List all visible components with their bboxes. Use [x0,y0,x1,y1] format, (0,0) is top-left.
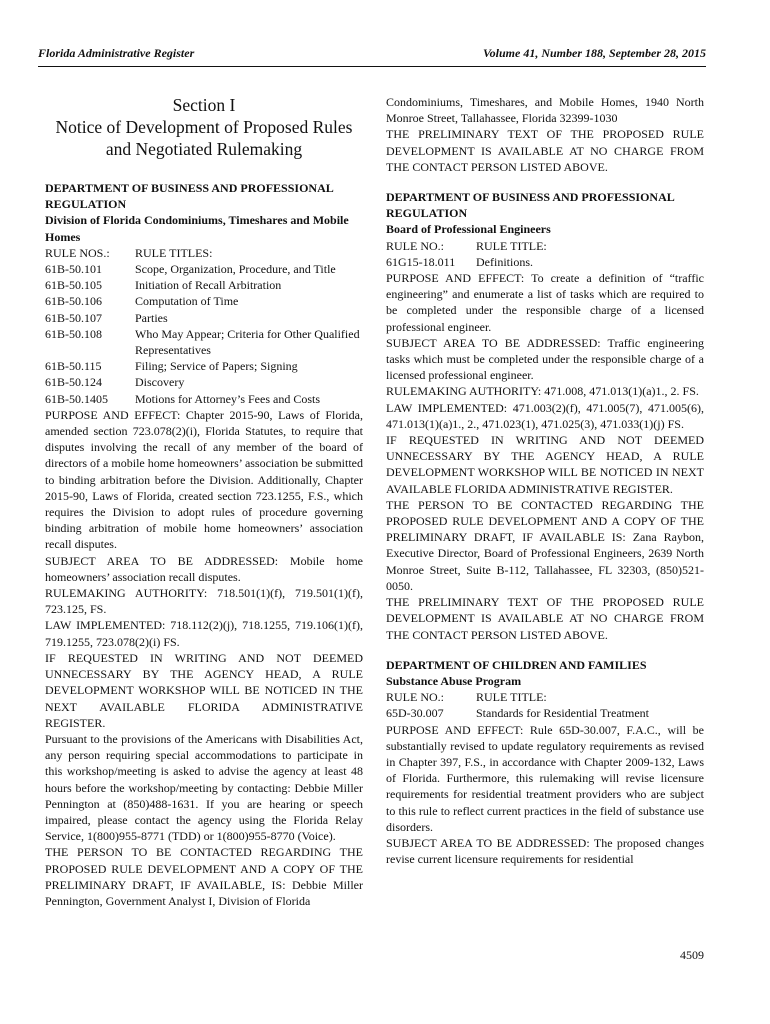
rule-number: 65D-30.007 [386,706,444,721]
rule-number: 61G15-18.011 [386,254,456,269]
rule-row [386,705,704,721]
left-column [45,94,363,909]
rule-row [45,326,363,358]
rule-number: 61B-50.106 [45,294,102,309]
rule-table-header [386,689,704,705]
rule-number: 61B-50.124 [45,375,102,390]
journal-name: Florida Administrative Register [38,46,195,60]
contact-paragraph-start: THE PERSON TO BE CONTACTED REGARDING THE PROPOSED RULE DEVELOPMENT AND A COPY OF THE PRELIMINARY DRAFT, IF AVAILABLE, IS: Debbie Miller Pennington, Government Analyst I, Division of Florida [45,845,363,908]
preliminary-text-paragraph: THE PRELIMINARY TEXT OF THE PROPOSED RULE DEVELOPMENT IS AVAILABLE AT NO CHARGE FROM THE CONTACT PERSON LISTED ABOVE. [386,127,704,174]
rule-number-header: RULE NO.: [386,238,444,253]
rule-row [45,277,363,293]
department-heading: DEPARTMENT OF BUSINESS AND PROFESSIONAL REGULATION [45,181,334,212]
rule-number-header: RULE NO.: [386,690,444,705]
right-column [386,94,704,867]
page-number: 4509 [680,948,704,962]
ada-paragraph: Pursuant to the provisions of the Americans with Disabilities Act, any person requiring special accommodations to participate in this workshop/meeting is asked to advise the agency at least 48 hours before the workshop/meeting by contacting: Debbie Miller Pennington at (850)488-1631. If you are hearing or speech impaired, please contact the agency using the Florida Relay Service, 1(800)955-8771 (TDD) or 1(800)955-8770 (Voice). [45,731,363,844]
rule-title-header: RULE TITLE: [476,690,547,705]
rule-number: 61B-50.101 [45,262,102,277]
rule-row [45,374,363,390]
rule-title: Definitions. [476,254,533,269]
department-heading: DEPARTMENT OF CHILDREN AND FAMILIES [386,657,647,672]
rule-table-header [45,245,363,261]
rule-number: 61B-50.105 [45,278,102,293]
board-heading: Board of Professional Engineers [386,222,551,237]
rule-number: 61B-50.107 [45,310,102,325]
subject-paragraph: SUBJECT AREA TO BE ADDRESSED: Mobile home homeowners’ association recall disputes. [45,553,363,584]
contact-paragraph: THE PERSON TO BE CONTACTED REGARDING THE PROPOSED RULE DEVELOPMENT AND A COPY OF THE PRELIMINARY DRAFT, IF AVAILABLE IS: Zana Raybon, Executive Director, Board of Professional Engineers, 2639 North Monroe Street, Suite B-112, Tallahassee, FL 32303, (850)521-0050. [386,497,704,593]
rule-number-header: RULE NOS.: [45,245,110,260]
rule-number: 61B-50.115 [45,359,102,374]
rule-title: Initiation of Recall Arbitration [135,278,282,293]
rule-table-header [386,238,704,254]
rule-row [45,358,363,374]
rule-number: 61B-50.108 [45,326,102,341]
rule-row [45,391,363,407]
rule-title: Parties [135,310,168,325]
rule-row [45,310,363,326]
header-rule [38,66,706,67]
division-heading: Division of Florida Condominiums, Timeshares and Mobile Homes [45,213,349,244]
rule-title-header: RULE TITLES: [135,245,213,260]
preliminary-text-paragraph: THE PRELIMINARY TEXT OF THE PROPOSED RULE DEVELOPMENT IS AVAILABLE AT NO CHARGE FROM THE CONTACT PERSON LISTED ABOVE. [386,595,704,642]
rule-title: Discovery [135,375,185,390]
law-implemented-paragraph: LAW IMPLEMENTED: 471.003(2)(f), 471.005(7), 471.005(6), 471.013(1)(a)1., 2., 471.023(1), 471.025(3), 471.033(1)(j) FS. [386,400,704,431]
section-heading-line1: Notice of Development of Proposed Rules [55,117,353,137]
rule-number: 61B-50.1405 [45,391,108,406]
section-title [45,94,363,160]
rule-table [45,245,363,407]
workshop-paragraph: IF REQUESTED IN WRITING AND NOT DEEMED UNNECESSARY BY THE AGENCY HEAD, A RULE DEVELOPMENT WORKSHOP WILL BE NOTICED IN NEXT AVAILABLE FLORIDA ADMINISTRATIVE REGISTER. [386,433,704,496]
running-header [38,46,706,64]
law-implemented-paragraph: LAW IMPLEMENTED: 718.112(2)(j), 718.1255, 719.106(1)(f), 719.1255, 723.078(2)(i) FS. [45,618,363,649]
purpose-paragraph: PURPOSE AND EFFECT: Rule 65D-30.007, F.A.C., will be substantially revised to update regulatory requirements as revised in Chapter 397, F.S., in accordance with Chapter 2009-132, Laws of Florida. Furthermore, this rulemaking will revise licensure requirements for residential treatment providers who are subject to this rule to reflect current practices in the field of substance use disorders. [386,722,704,834]
rule-title: Filing; Service of Papers; Signing [135,359,298,374]
issue-info: Volume 41, Number 188, September 28, 2015 [482,46,706,60]
contact-paragraph-continued: Condominiums, Timeshares, and Mobile Homes, 1940 North Monroe Street, Tallahassee, Florida 32399-1030 [386,95,704,126]
authority-paragraph: RULEMAKING AUTHORITY: 471.008, 471.013(1)(a)1., 2. FS. [386,384,699,399]
section-label: Section I [172,95,236,115]
purpose-paragraph: PURPOSE AND EFFECT: To create a definition of “traffic engineering” and enumerate a list of tasks which are required to be completed under the responsible charge of a licensed professional engineer. [386,271,704,334]
purpose-paragraph: PURPOSE AND EFFECT: Chapter 2015-90, Laws of Florida, amended section 723.078(2)(i), Florida Statutes, to require that disputes involving the recall of any member of the board of directors of a mobile home homeowners’ association be submitted to binding arbitration before the Division. Additionally, Chapter 2015-90, Laws of Florida, created section 723.1255, F.S., which requires the Division to adopt rules of procedure governing binding arbitration of mobile home homeowners’ association recall disputes. [45,407,363,552]
program-heading: Substance Abuse Program [386,673,522,688]
rule-title: Who May Appear; Criteria for Other Qualified Representatives [135,326,360,358]
subject-paragraph: SUBJECT AREA TO BE ADDRESSED: The proposed changes revise current licensure requirements for residential [386,835,704,867]
rule-title-header: RULE TITLE: [476,238,547,253]
rule-row [386,254,704,270]
rule-title: Computation of Time [135,294,239,309]
rule-title: Standards for Residential Treatment [476,706,649,721]
department-heading: DEPARTMENT OF BUSINESS AND PROFESSIONAL REGULATION [386,190,675,221]
rule-title: Motions for Attorney’s Fees and Costs [135,391,320,406]
section-heading-line2: and Negotiated Rulemaking [105,139,303,159]
workshop-paragraph: IF REQUESTED IN WRITING AND NOT DEEMED UNNECESSARY BY THE AGENCY HEAD, A RULE DEVELOPMENT WORKSHOP WILL BE NOTICED IN THE NEXT AVAILABLE FLORIDA ADMINISTRATIVE REGISTER. [45,650,363,730]
rule-row [45,261,363,277]
rule-row [45,293,363,309]
subject-paragraph: SUBJECT AREA TO BE ADDRESSED: Traffic engineering tasks which must be completed under the responsible charge of a licensed professional engineer. [386,335,704,383]
authority-paragraph: RULEMAKING AUTHORITY: 718.501(1)(f), 719.501(1)(f), 723.125, FS. [45,586,363,617]
rule-title: Scope, Organization, Procedure, and Title [135,262,336,277]
